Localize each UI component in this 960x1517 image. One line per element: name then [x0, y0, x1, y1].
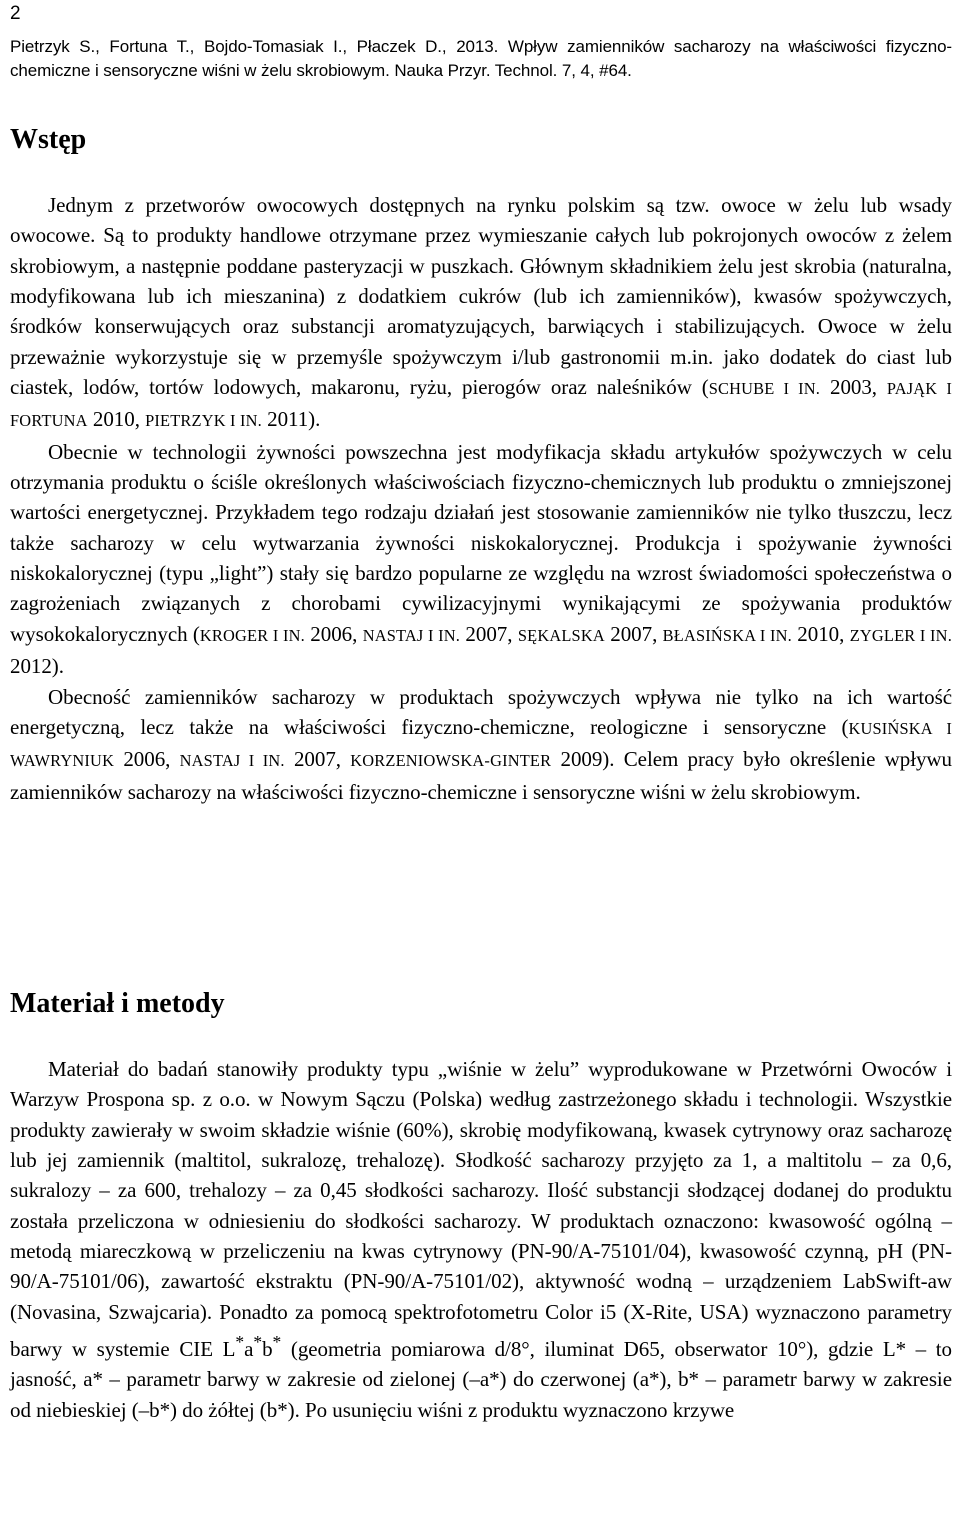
author-citation: SCHUBE I IN. [708, 379, 821, 399]
author-citation: NASTAJ I IN. [179, 751, 285, 771]
superscript-asterisk: * [253, 1332, 263, 1353]
author-citation: BŁASIŃSKA I IN. [662, 625, 792, 645]
section-heading-introduction: Wstęp [10, 124, 87, 155]
superscript-asterisk: * [272, 1332, 282, 1353]
author-citation: PAJĄK I FORTUNA [10, 379, 952, 431]
paragraph: Jednym z przetworów owocowych dostępnych na rynku polskim są tzw. owoce w żelu lub wsady owocowe. Są to produkty handlowe otrzymane przez wymieszanie całych lub pokrojonych owoców z żelem skrobiowym, a następnie poddane pasteryzacji w puszkach. Głównym składnikiem żelu jest skrobia (naturalna, modyfikowana lub ich mieszanina) z dodatkiem cukrów (lub ich zamienników), kwasów spożywczych, środków konserwujących oraz substancji aromatyzujących, barwiących i stabilizujących. Owoce w żelu przeważnie wykorzystuje się w przemyśle spożywczym i/lub gastronomii m.in. jako dodatek do ciast lub ciastek, lodów, tortów lodowych, makaronu, ryżu, pierogów oraz naleśników (SCHUBE I IN. 2003, PAJĄK I FORTUNA 2010, PIETRZYK I IN. 2011). [10, 193, 952, 432]
author-citation: SĘKALSKA [517, 625, 605, 645]
citation-header: Pietrzyk S., Fortuna T., Bojdo-Tomasiak I., Płaczek D., 2013. Wpływ zamienników sacharozy na właściwości fizyczno-chemiczne i sensoryczne wiśni w żelu skrobiowym. Nauka Przyr. Technol. 7, 4, #64. [10, 37, 952, 80]
page-number: 2 [10, 3, 21, 24]
methods-body [10, 1054, 952, 1425]
introduction-body [10, 190, 952, 807]
author-citation: ZYGLER I IN. [849, 625, 952, 645]
author-citation: KUSIŃSKA I WAWRYNIUK [10, 718, 953, 771]
author-citation: KROGER I IN. [199, 625, 305, 645]
author-citation: NASTAJ I IN. [362, 625, 461, 645]
paragraph: Obecnie w technologii żywności powszechna jest modyfikacja składu artykułów spożywczych w celu otrzymania produktu o ściśle określonych właściwościach fizyczno-chemicznych lub produktu o zmniejszonej wartości energetycznej. Przykładem tego rodzaju działań jest stosowanie zamienników nie tylko tłuszczu, lecz także sacharozy w celu wytwarzania żywności niskokalorycznej. Produkcja i spożywanie żywności niskokalorycznej (typu „light”) stały się bardzo popularne ze względu na wzrost świadomości społeczeństwa o zagrożeniach związanych z chorobami cywilizacyjnymi wynikającymi ze spożywania produktów wysokokalorycznych (KROGER I IN. 2006, NASTAJ I IN. 2007, SĘKALSKA 2007, BŁASIŃSKA I IN. 2010, ZYGLER I IN. 2012). [10, 439, 952, 679]
section-heading-methods: Materiał i metody [10, 988, 225, 1019]
author-citation: KORZENIOWSKA-GINTER [350, 751, 552, 771]
author-citation: PIETRZYK I IN. [145, 411, 262, 431]
paragraph: Obecność zamienników sacharozy w produktach spożywczych wpływa nie tylko na ich wartość energetyczną, lecz także na właściwości fizyczno-chemiczne, reologiczne i sensoryczne (KUSIŃSKA I WAWRYNIUK 2006, NASTAJ I IN. 2007, KORZENIOWSKA-GINTER 2009). Celem pracy było określenie wpływu zamienników sacharozy na właściwości fizyczno-chemiczne i sensoryczne wiśni w żelu skrobiowym. [10, 684, 953, 804]
paragraph: Materiał do badań stanowiły produkty typu „wiśnie w żelu” wyprodukowane w Przetwórni Owoców i Warzyw Prospona sp. z o.o. w Nowym Sączu (Polska) według zastrzeżonego składu i technologii. Wszystkie produkty zawierały w swoim składzie wiśnie (60%), skrobię modyfikowaną, kwasek cytrynowy oraz sacharozę lub jej zamiennik (maltitol, sukralozę, trehalozę). Słodkość sacharozy przyjęto za 1, a maltitolu – za 0,6, sukralozy – za 600, trehalozy – za 0,45 słodkości sacharozy. Ilość substancji słodzącej dodanej do produktu została przeliczona w odniesieniu do słodkości sacharozy. W produktach oznaczono: kwasowość ogólną – metodą miareczkową w przeliczeniu na kwas cytrynowy (PN-90/A-75101/04), kwasowość czynną, pH (PN-90/A-75101/06), zawartość ekstraktu (PN-90/A-75101/02), aktywność wodną – urządzeniem LabSwift-aw (Novasina, Szwajcaria). Ponadto za pomocą spektrofotometru Color i5 (X-Rite, USA) wyznaczono parametry barwy w systemie CIE L*a*b* (geometria pomiarowa d/8°, iluminat D65, obserwator 10°), gdzie L* – to jasność, a* – parametr barwy w zakresie od zielonej (–a*) do czerwonej (a*), b* – parametr barwy w zakresie od niebieskiej (–b*) do żółtej (b*). Po usunięciu wiśni z produktu wyznaczono krzywe [10, 1057, 952, 1422]
superscript-asterisk: * [235, 1332, 245, 1353]
